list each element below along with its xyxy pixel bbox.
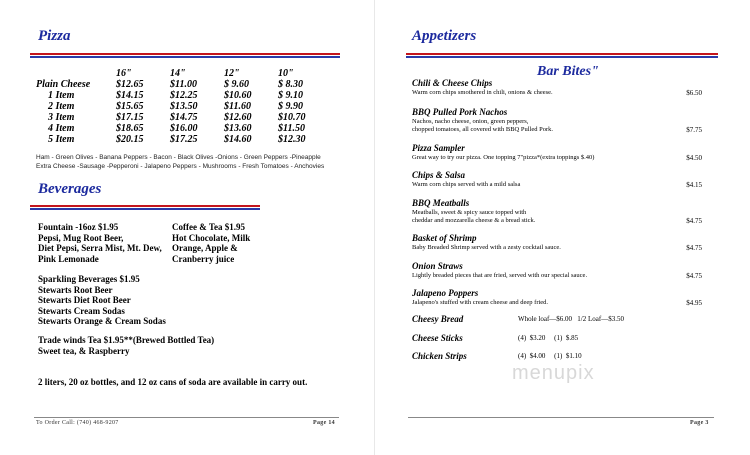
bev-line: Sweet tea, & Raspberry (38, 345, 130, 356)
pizza-price: $12.30 (278, 134, 306, 145)
bev-line: Diet Pepsi, Serra Mist, Mt. Dew, (38, 243, 162, 253)
fountain-drinks (38, 222, 162, 264)
appetizer-name: Pizza Sampler (412, 143, 465, 153)
appetizer-name: Chips & Salsa (412, 170, 466, 180)
appetizer-item (412, 107, 702, 134)
pizza-price: 10" (278, 68, 294, 79)
appetizer-price: $4.75 (686, 272, 702, 280)
pizza-price: $13.60 (224, 123, 252, 134)
bev-line: Stewarts Diet Root Beer (38, 295, 131, 305)
pizza-row (36, 79, 332, 90)
pizza-price: $17.25 (170, 134, 198, 145)
appetizer-item (412, 143, 702, 162)
appetizer-description: Warm corn chips served with a mild salsa (412, 181, 521, 188)
appetizer-description: Meatballs, sweet & spicy sauce topped with cheddar and mozzarella cheese & a bread stick. (412, 209, 536, 224)
bev-line: Coffee & Tea $1.95 (172, 222, 245, 232)
pizza-price: $12.65 (116, 79, 144, 90)
toppings-line: Ham - Green Olives - Banana Peppers - Bacon - Black Olives -Onions - Green Peppers -Pineapple (36, 154, 321, 161)
bev-line: Fountain -16oz $1.95 (38, 222, 119, 232)
pizza-row-label: 3 Item (48, 112, 75, 123)
pizza-toppings (36, 153, 324, 171)
pizza-row-label: 2 Item (48, 101, 75, 112)
appetizer-name: Basket of Shrimp (412, 233, 477, 243)
appetizers-rule (406, 53, 718, 58)
pizza-price: $13.50 (170, 101, 198, 112)
bar-bites-heading: Bar Bites" (537, 64, 599, 79)
pizza-row-label (36, 68, 116, 79)
appetizers-title: Appetizers (412, 28, 477, 44)
pizza-row (36, 123, 332, 134)
page-number: Page 3 (690, 420, 709, 426)
beverages-rule (30, 205, 260, 210)
trade-winds-tea (38, 335, 214, 356)
pizza-price: $15.65 (116, 101, 144, 112)
appetizer-item (412, 261, 702, 280)
pizza-price: 16" (116, 68, 132, 79)
sparkling-beverages (38, 274, 166, 327)
pizza-price: $10.60 (224, 90, 252, 101)
pizza-row-label: 5 Item (48, 134, 75, 145)
pizza-row-label: 1 Item (48, 90, 75, 101)
side-name: Cheesy Bread (412, 314, 464, 324)
pizza-price: $ 9.90 (278, 101, 303, 112)
pizza-row-label: Plain Cheese (36, 79, 91, 90)
pizza-price: $14.75 (170, 112, 198, 123)
appetizer-item (412, 198, 702, 225)
pizza-price-table (36, 68, 332, 145)
hot-drinks-juice (172, 222, 250, 264)
side-price: (4) $3.20 (1) $.85 (518, 334, 579, 342)
bev-line: Sparkling Beverages $1.95 (38, 274, 140, 284)
appetizer-item (412, 78, 702, 97)
appetizer-item (412, 288, 702, 307)
pizza-row (36, 134, 332, 145)
pizza-price: $12.25 (170, 90, 198, 101)
page-number: Page 14 (313, 420, 335, 426)
side-price: (4) $4.00 (1) $1.10 (518, 352, 582, 360)
appetizer-description: Great way to try our pizza. One topping 7"pizza*(extra toppings $.40) (412, 154, 595, 161)
menupix-watermark: menupix (512, 362, 595, 384)
appetizer-name: Chili & Cheese Chips (412, 78, 493, 88)
beverages-title: Beverages (38, 181, 102, 197)
side-price: Whole loaf—$6.00 1/2 Loaf—$3.50 (518, 315, 624, 323)
pizza-size-header (36, 68, 332, 79)
pizza-price: 12" (224, 68, 240, 79)
pizza-price: 14" (170, 68, 186, 79)
appetizer-price: $4.95 (686, 299, 702, 307)
appetizer-description: Lightly breaded pieces that are fried, served with our special sauce. (412, 272, 588, 279)
pizza-price: $17.15 (116, 112, 144, 123)
appetizer-name: BBQ Pulled Pork Nachos (412, 107, 508, 117)
pizza-price: $12.60 (224, 112, 252, 123)
appetizer-name: Jalapeno Poppers (412, 288, 479, 298)
pizza-price: $14.60 (224, 134, 252, 145)
bev-line: Pink Lemonade (38, 253, 99, 264)
pizza-price: $ 9.10 (278, 90, 303, 101)
pizza-row (36, 101, 332, 112)
footer-rule (34, 417, 339, 418)
bev-line: Orange, Apple & (172, 243, 238, 253)
pizza-price: $20.15 (116, 134, 144, 145)
pizza-price: $11.50 (278, 123, 305, 134)
pizza-price: $10.70 (278, 112, 306, 123)
bev-line: Pepsi, Mug Root Beer, (38, 232, 124, 243)
side-name: Cheese Sticks (412, 333, 463, 343)
toppings-line: Extra Cheese -Sausage -Pepperoni - Jalapeno Peppers - Mushrooms - Fresh Tomatoes - Anchovies (36, 163, 325, 170)
bev-line: Stewarts Root Beer (38, 284, 113, 295)
appetizer-price: $6.50 (686, 89, 702, 97)
pizza-price: $16.00 (170, 123, 198, 134)
side-item (412, 314, 712, 326)
appetizer-description: Warm corn chips smothered in chili, onions & cheese. (412, 89, 553, 96)
page-fold (374, 0, 375, 455)
pizza-price: $11.00 (170, 79, 197, 90)
appetizer-price: $4.50 (686, 154, 702, 162)
appetizer-item (412, 170, 702, 189)
pizza-price: $ 9.60 (224, 79, 249, 90)
pizza-price: $11.60 (224, 101, 251, 112)
pizza-title: Pizza (38, 28, 71, 44)
appetizer-description: Jalapeno's stuffed with cream cheese and deep fried. (412, 299, 549, 306)
pizza-price: $14.15 (116, 90, 144, 101)
appetizer-price: $4.75 (686, 217, 702, 225)
pizza-price: $18.65 (116, 123, 144, 134)
bev-line: Stewarts Cream Sodas (38, 305, 125, 316)
appetizer-name: BBQ Meatballs (412, 198, 470, 208)
pizza-row (36, 112, 332, 123)
bev-line: Trade winds Tea $1.95**(Brewed Bottled Tea) (38, 335, 215, 345)
appetizer-price: $4.75 (686, 244, 702, 252)
appetizer-item (412, 233, 702, 252)
pizza-row-label: 4 Item (48, 123, 75, 134)
bev-line: Hot Chocolate, Milk (172, 232, 251, 243)
appetizer-price: $7.75 (686, 126, 702, 134)
bev-line: Stewarts Orange & Cream Sodas (38, 316, 166, 326)
appetizer-price: $4.15 (686, 181, 702, 189)
footer-rule (408, 417, 714, 418)
carry-out-note: 2 liters, 20 oz bottles, and 12 oz cans of soda are available in carry out. (38, 377, 308, 387)
bev-line: Cranberry juice (172, 253, 235, 264)
appetizer-description: Baby Breaded Shrimp served with a zesty cocktail sauce. (412, 244, 561, 251)
appetizer-description: Nachos, nacho cheese, onion, green peppers, chopped tomatoes, all covered with BBQ Pulled Pork. (412, 118, 553, 133)
pizza-price: $ 8.30 (278, 79, 303, 90)
side-name: Chicken Strips (412, 351, 467, 361)
order-phone: To Order Call: (740) 468-9207 (36, 420, 119, 426)
pizza-row (36, 90, 332, 101)
side-item (412, 333, 712, 345)
appetizer-name: Onion Straws (412, 261, 463, 271)
pizza-rule (30, 53, 340, 58)
